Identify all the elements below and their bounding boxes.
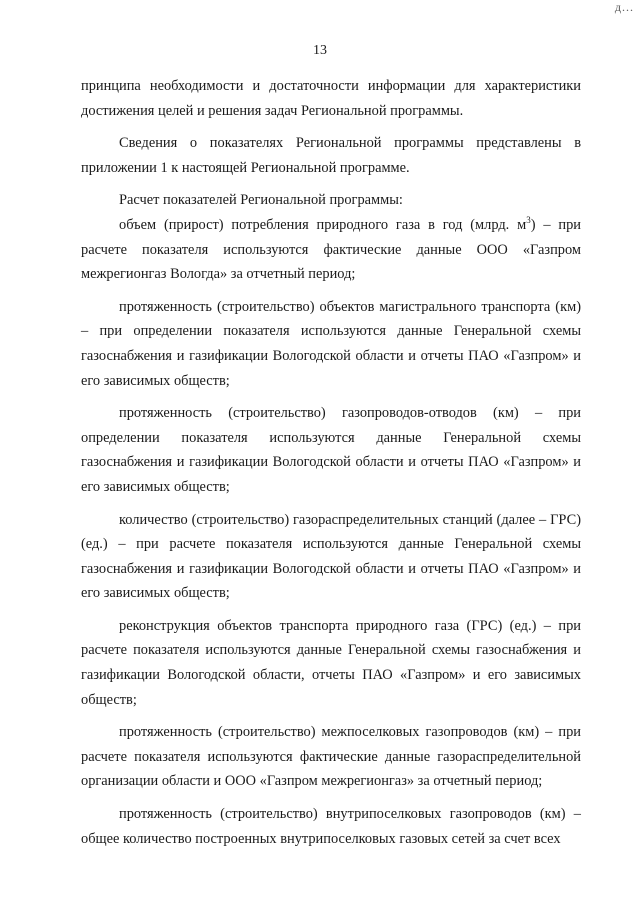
paragraph-continuation: принципа необходимости и достаточности информации для характеристики достижения целей и решения задач Региональной программы. — [81, 78, 581, 119]
paragraph-intersettlement-pipelines: протяженность (строительство) межпоселковых газопроводов (км) – при расчете показателя используются фактические данные газораспределительной организации области и ООО «Газпром межрегионгаз» за отчетный период; — [81, 724, 581, 790]
page-number: 13 — [313, 43, 327, 58]
paragraph-trunk-transport: протяженность (строительство) объектов магистрального транспорта (км) – при определении показателя используются данные Генеральной схемы газоснабжения и газификации Вологодской области и отчеты ПАО «Газпром» и его зависимых обществ; — [81, 298, 581, 389]
paragraph-gas-consumption — [81, 213, 581, 287]
paragraph-calculation-heading: Расчет показателей Региональной программы: — [119, 192, 403, 209]
paragraph-grs-count: количество (строительство) газораспределительных станций (далее – ГРС) (ед.) – при расчете показателя используются данные Генеральной схемы газоснабжения и газификации Вологодской области и отчеты ПАО «Газпром» и его зависимых обществ; — [81, 511, 581, 602]
gas-consumption-text-end: ) – при расчете показателя используются фактические данные ООО «Газпром межрегионгаз Вологда» за отчетный период; — [81, 216, 581, 283]
paragraph-branch-pipelines: протяженность (строительство) газопроводов-отводов (км) – при определении показателя используются данные Генеральной схемы газоснабжения и газификации Вологодской области и отчеты ПАО «Газпром» и его зависимых обществ; — [81, 405, 581, 495]
document-body — [81, 74, 581, 851]
paragraph-indicators-info: Сведения о показателях Региональной программы представлены в приложении 1 к настоящей Региональной программе. — [81, 135, 581, 176]
corner-mark: д... — [614, 0, 634, 14]
paragraph-grs-reconstruction: реконструкция объектов транспорта природного газа (ГРС) (ед.) – при расчете показателя используются данные Генеральной схемы газоснабжения и газификации Вологодской области, отчеты ПАО «Газпром» и его зависимых обществ; — [81, 617, 581, 708]
paragraph-intrasettlement-pipelines: протяженность (строительство) внутрипоселковых газопроводов (км) – общее количество построенных внутрипоселковых газовых сетей за счет всех — [81, 806, 581, 847]
cubic-superscript: 3 — [526, 215, 531, 226]
gas-consumption-text: объем (прирост) потребления природного газа в год (млрд. м — [119, 216, 527, 233]
